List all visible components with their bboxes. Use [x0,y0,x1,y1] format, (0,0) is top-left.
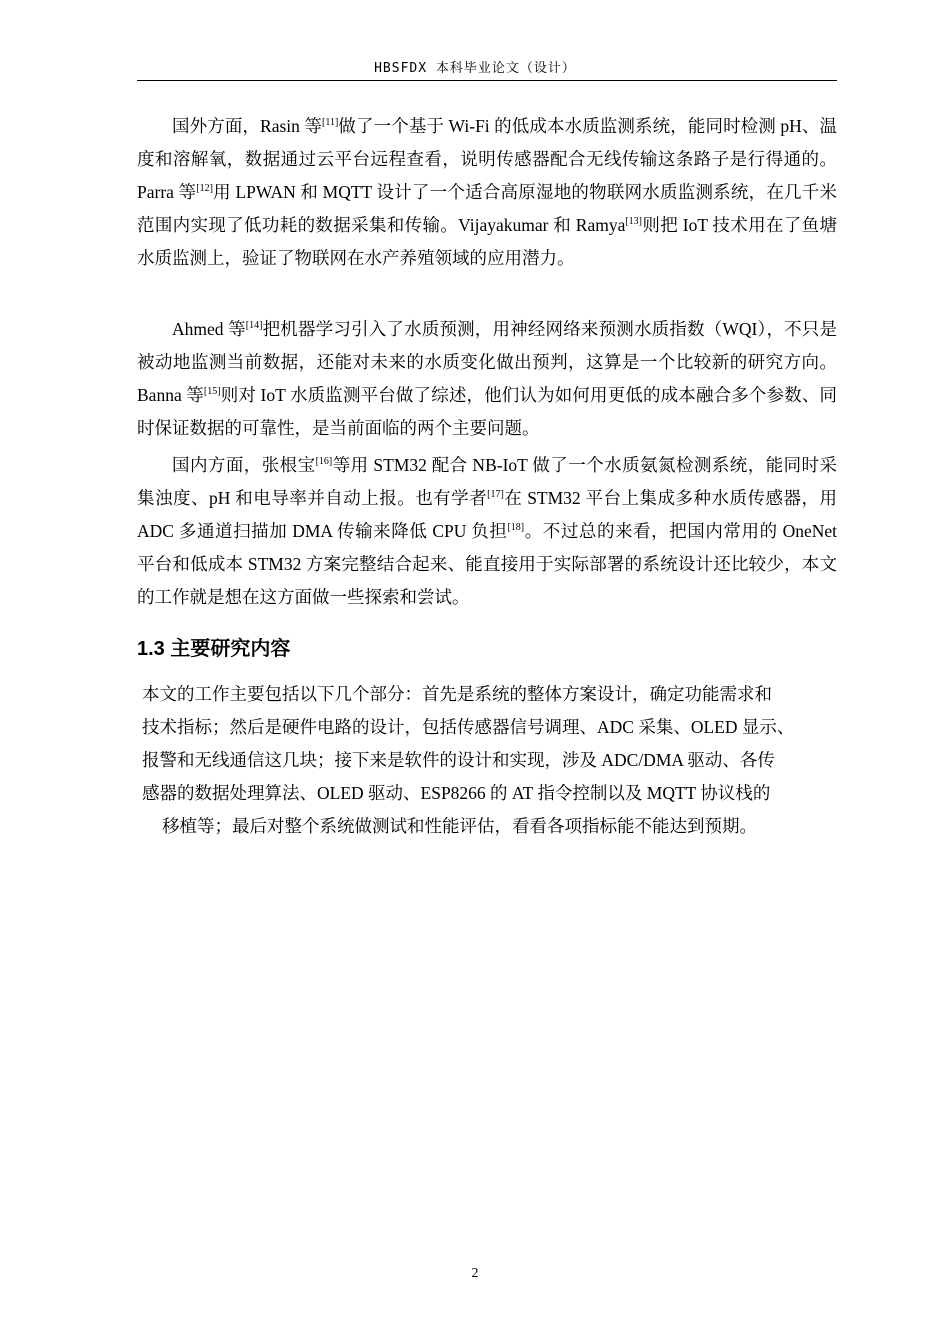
citation: [15] [203,386,221,398]
citation: [14] [245,320,263,332]
paragraph-text: 用 LPWAN 和 MQTT 设计了一个适合高原湿地的物联网水质监测系统，在几千米范围内实现了低功耗的数据采集和传输。Vijayakumar 和 Ramya [137,182,837,235]
citation: [11] [322,117,339,129]
citation: [12] [196,183,213,195]
citation: [16] [315,456,333,468]
content-line: 感器的数据处理算法、OLED 驱动、ESP8266 的 AT 指令控制以及 MQTT 协议栈的 [142,783,771,803]
paragraph-text: 做了一个基于 Wi-Fi 的低成本水质监测系统，能同时检测 pH、温度和溶解氧，数据通过云平台远程查看，说明传感器配合无线传输这条路子是行得通的。Parra 等 [137,116,837,202]
paragraph-text: Ahmed 等 [172,319,246,339]
citation: [17] [487,489,504,501]
content-line: 移植等；最后对整个系统做测试和性能评估，看看各项指标能不能达到预期。 [162,816,757,836]
paragraph-3 [137,449,837,614]
content-line: 本文的工作主要包括以下几个部分：首先是系统的整体方案设计，确定功能需求和 [142,684,772,704]
header-rule [137,80,837,81]
paragraph-text: 国内方面，张根宝 [172,455,316,475]
paragraph-text: 则对 IoT 水质监测平台做了综述，他们认为如何用更低的成本融合多个参数、同时保证数据的可靠性，是当前面临的两个主要问题。 [137,385,837,438]
paragraph-text: 则把 IoT 技术用在了鱼塘水质监测上，验证了物联网在水产养殖领域的应用潜力。 [137,215,837,268]
section-content [142,678,842,843]
citation: [13] [625,216,643,228]
paragraph-1 [137,110,837,275]
paragraph-text: 国外方面，Rasin 等 [172,116,323,136]
paragraph-text: 。不过总的来看，把国内常用的 OneNet 平台和低成本 STM32 方案完整结合起来、能直接用于实际部署的系统设计还比较少，本文的工作就是想在这方面做一些探索和尝试。 [137,521,837,607]
paragraph-text: 把机器学习引入了水质预测，用神经网络来预测水质指数（WQI），不只是被动地监测当前数据，还能对未来的水质变化做出预判，这算是一个比较新的研究方向。Banna 等 [137,319,837,405]
content-line: 技术指标；然后是硬件电路的设计，包括传感器信号调理、ADC 采集、OLED 显示、 [142,717,795,737]
content-line: 报警和无线通信这几块；接下来是软件的设计和实现，涉及 ADC/DMA 驱动、各传 [142,750,775,770]
citation: [18] [507,522,525,534]
paragraph-text: 等用 STM32 配合 NB-IoT 做了一个水质氨氮检测系统，能同时采集浊度、pH 和电导率并自动上报。也有学者 [137,455,837,508]
page-header: HBSFDX 本科毕业论文（设计） [374,61,576,76]
page-number: 2 [471,1266,479,1281]
paragraph-2 [137,313,837,445]
section-heading: 1.3 主要研究内容 [137,638,291,660]
paragraph-text: 在 STM32 平台上集成多种水质传感器，用 ADC 多通道扫描加 DMA 传输来降低 CPU 负担 [137,488,837,541]
